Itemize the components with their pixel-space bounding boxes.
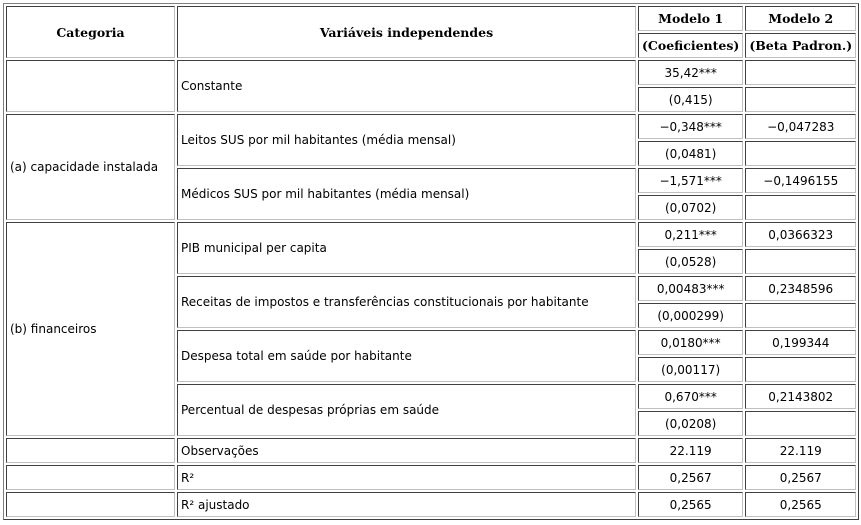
variable-label: R²	[177, 465, 636, 490]
header-model1: Modelo 1	[638, 6, 743, 31]
category-label: (a) capacidade instalada	[6, 114, 175, 220]
model1-se: (0,00117)	[638, 357, 743, 382]
category-cell-empty	[6, 465, 175, 490]
variable-label: Médicos SUS por mil habitantes (média mensal)	[177, 168, 636, 220]
table-row	[6, 438, 856, 463]
category-label: (b) financeiros	[6, 222, 175, 436]
model1-se: (0,0702)	[638, 195, 743, 220]
model1-se: (0,0208)	[638, 411, 743, 436]
model2-beta: −0,047283	[745, 114, 856, 139]
header-model2: Modelo 2	[745, 6, 856, 31]
model1-se: (0,000299)	[638, 303, 743, 328]
model2-beta: 0,2143802	[745, 384, 856, 409]
model1-se: (0,415)	[638, 87, 743, 112]
variable-label: Percentual de despesas próprias em saúde	[177, 384, 636, 436]
model1-coef: 35,42***	[638, 60, 743, 85]
header-category: Categoria	[6, 6, 175, 58]
model1-coef: −1,571***	[638, 168, 743, 193]
model1-value: 22.119	[638, 438, 743, 463]
model2-empty	[745, 357, 856, 382]
table-row	[6, 222, 856, 247]
model2-beta: 0,2348596	[745, 276, 856, 301]
category-cell-empty	[6, 60, 175, 112]
table-row	[6, 492, 856, 517]
variable-label: Leitos SUS por mil habitantes (média mensal)	[177, 114, 636, 166]
header-model2-sub: (Beta Padron.)	[745, 33, 856, 58]
model2-empty	[745, 141, 856, 166]
model1-coef: 0,00483***	[638, 276, 743, 301]
model1-se: (0,0528)	[638, 249, 743, 274]
model2-empty	[745, 195, 856, 220]
model2-beta	[745, 60, 856, 85]
header-model1-sub: (Coeficientes)	[638, 33, 743, 58]
variable-label: Despesa total em saúde por habitante	[177, 330, 636, 382]
model1-value: 0,2567	[638, 465, 743, 490]
model1-value: 0,2565	[638, 492, 743, 517]
header-row-1	[6, 6, 856, 31]
category-cell-empty	[6, 438, 175, 463]
model1-se: (0,0481)	[638, 141, 743, 166]
model1-coef: 0,0180***	[638, 330, 743, 355]
variable-label: Constante	[177, 60, 636, 112]
variable-label: Receitas de impostos e transferências constitucionais por habitante	[177, 276, 636, 328]
model1-coef: 0,211***	[638, 222, 743, 247]
model2-empty	[745, 303, 856, 328]
model2-empty	[745, 249, 856, 274]
header-variables: Variáveis independendes	[177, 6, 636, 58]
table-row	[6, 60, 856, 85]
category-cell-empty	[6, 492, 175, 517]
model2-value: 22.119	[745, 438, 856, 463]
variable-label: Observações	[177, 438, 636, 463]
regression-table	[3, 3, 859, 520]
variable-label: R² ajustado	[177, 492, 636, 517]
model2-empty	[745, 411, 856, 436]
model2-beta: −0,1496155	[745, 168, 856, 193]
model2-beta: 0,199344	[745, 330, 856, 355]
model2-beta: 0,0366323	[745, 222, 856, 247]
model2-empty	[745, 87, 856, 112]
model2-value: 0,2567	[745, 465, 856, 490]
variable-label: PIB municipal per capita	[177, 222, 636, 274]
model2-value: 0,2565	[745, 492, 856, 517]
table-row	[6, 114, 856, 139]
model1-coef: 0,670***	[638, 384, 743, 409]
model1-coef: −0,348***	[638, 114, 743, 139]
table-row	[6, 465, 856, 490]
